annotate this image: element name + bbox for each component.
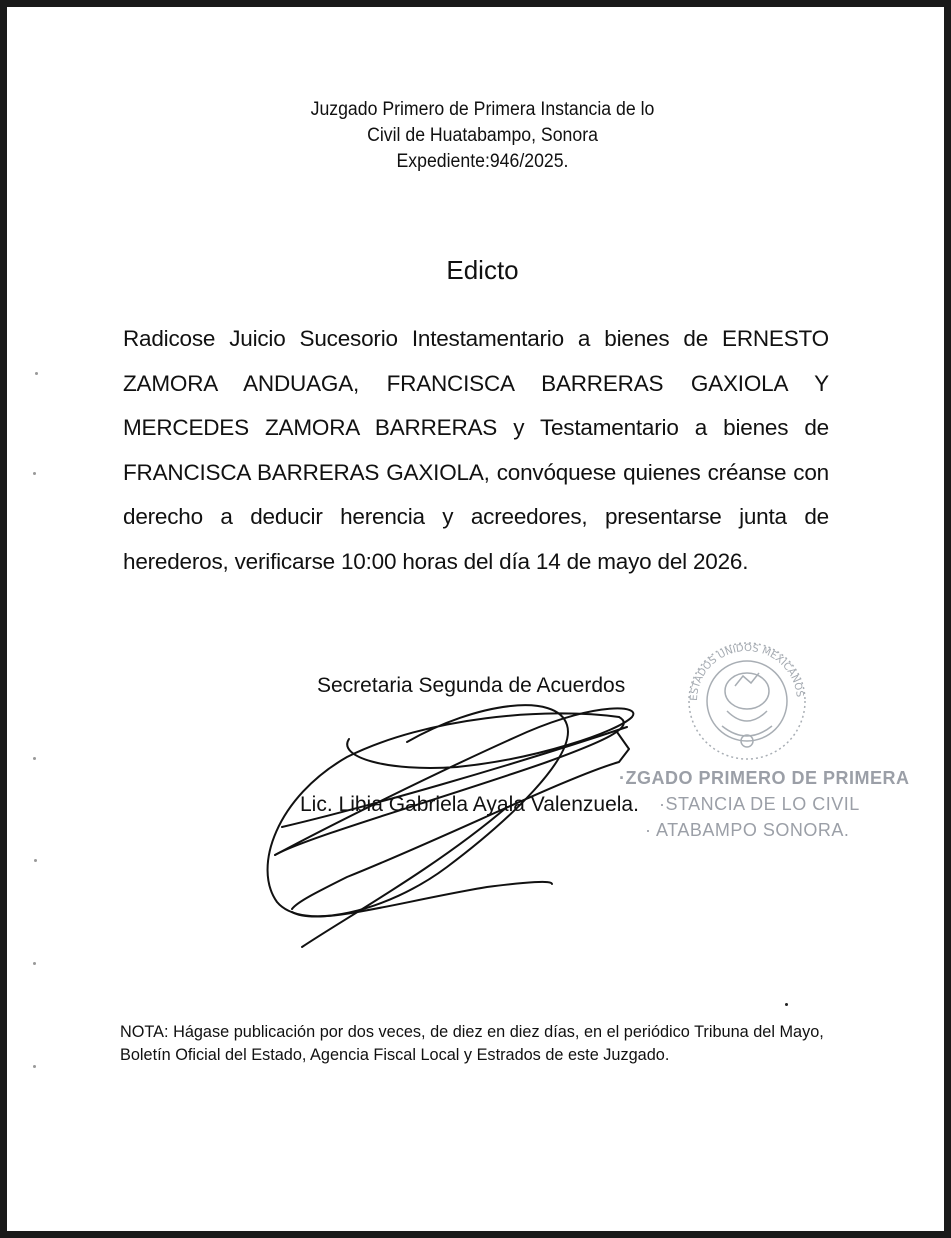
handwritten-signature — [247, 687, 647, 957]
case-number: Expediente:946/2025. — [396, 151, 569, 172]
seal-text: ESTADOS UNIDOS MEXICANOS — [688, 642, 805, 702]
signer-name: Lic. Libia Gabriela Ayala Valenzuela. — [300, 793, 639, 816]
court-name-line: Juzgado Primero de Primera Instancia de lo — [310, 99, 655, 120]
official-seal-icon — [677, 631, 817, 761]
stamp-line-2: ·STANCIA DE LO CIVIL — [659, 794, 860, 814]
scan-speck — [785, 1003, 788, 1006]
scan-speck — [33, 1065, 36, 1068]
scan-speck — [34, 859, 37, 862]
scan-speck — [33, 757, 36, 760]
court-stamp — [619, 765, 910, 843]
stamp-line-3: · ATABAMPO SONORA. — [645, 820, 850, 840]
scan-speck — [33, 472, 36, 475]
publication-note: NOTA: Hágase publicación por dos veces, de diez en diez días, en el periódico Tribuna del Mayo, Boletín Oficial del Estado, Agencia Fiscal Local y Estrados de este Juzgado. — [120, 1023, 824, 1064]
svg-text:ESTADOS UNIDOS MEXICANOS — [689, 643, 805, 701]
scan-speck — [33, 962, 36, 965]
scan-speck — [35, 372, 38, 375]
court-location-line: Civil de Huatabampo, Sonora — [367, 125, 598, 146]
document-title: Edicto — [446, 255, 519, 285]
edict-body: Radicose Juicio Sucesorio Intestamentario a bienes de ERNESTO ZAMORA ANDUAGA, FRANCISCA BARRERAS GAXIOLA Y MERCEDES ZAMORA BARRERAS y Testamentario a bienes de FRANCISCA BARRERAS GAXIOLA, convóquese quienes créanse con derecho a deducir herencia y acreedores, presentarse junta de herederos, verificarse 10:00 horas del día 14 de mayo del 2026. — [123, 326, 829, 574]
signer-role: Secretaria Segunda de Acuerdos — [317, 674, 626, 697]
court-header — [7, 97, 951, 175]
stamp-line-1: ·ZGADO PRIMERO DE PRIMERA — [619, 768, 910, 788]
